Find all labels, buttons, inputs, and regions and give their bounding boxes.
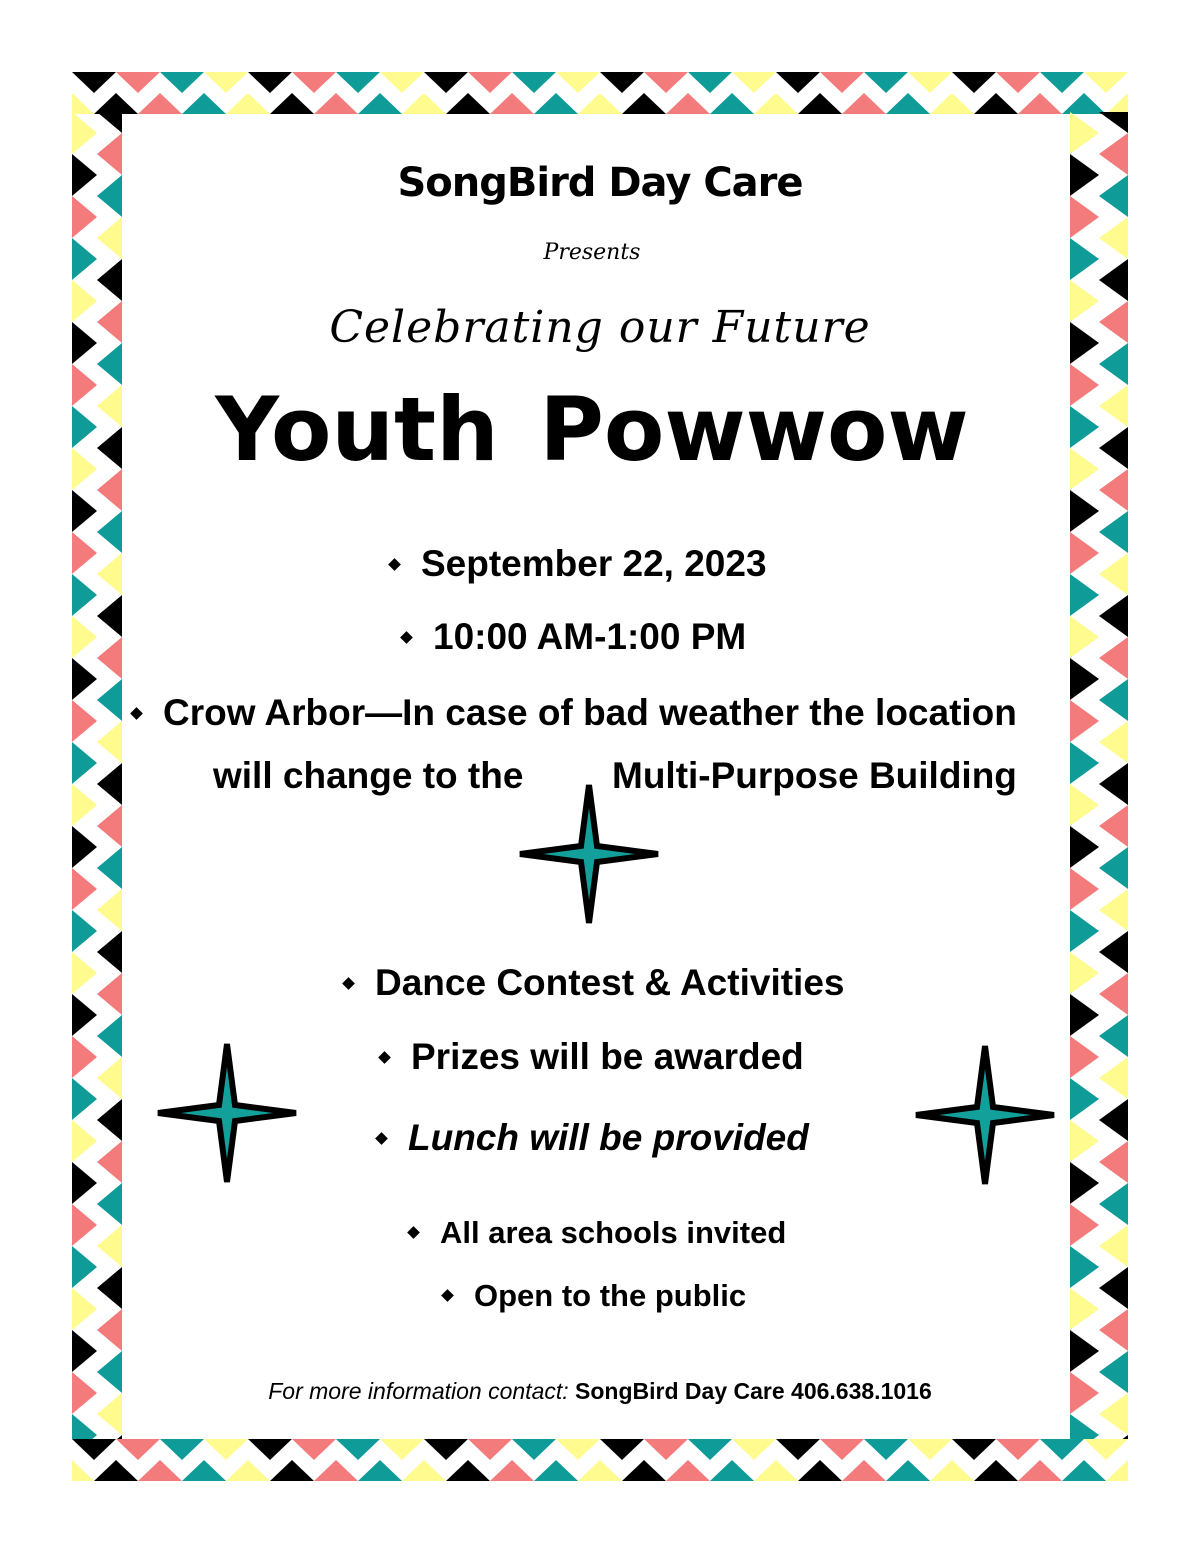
four-point-star-icon (913, 1043, 1057, 1187)
detail-location (132, 692, 1017, 734)
diamond-bullet-icon (378, 1051, 391, 1064)
detail-location-cont-text: will change to the (213, 755, 524, 796)
diamond-bullet-icon (441, 1289, 454, 1302)
activity-public-text: Open to the public (474, 1278, 747, 1313)
activity-schools (409, 1215, 786, 1251)
detail-time (402, 616, 746, 658)
diamond-bullet-icon (375, 1132, 388, 1145)
diamond-bullet-icon (400, 631, 413, 644)
detail-location-text: Crow Arbor—In case of bad weather the location (163, 692, 1017, 733)
detail-location-building-text: Multi-Purpose Building (612, 755, 1017, 796)
detail-location-cont (213, 755, 523, 797)
diamond-bullet-icon (388, 558, 401, 571)
detail-location-building (612, 755, 1017, 797)
activity-schools-text: All area schools invited (440, 1215, 787, 1250)
diamond-bullet-icon (342, 977, 355, 990)
activity-dance-text: Dance Contest & Activities (375, 962, 845, 1003)
detail-date (390, 543, 767, 585)
event-subtitle: Celebrating our Future (329, 302, 871, 353)
event-title: Youth Powwow (215, 378, 969, 481)
contact-footer (0, 1378, 1200, 1405)
detail-time-text: 10:00 AM-1:00 PM (433, 616, 747, 657)
activity-prizes-text: Prizes will be awarded (411, 1036, 804, 1077)
detail-date-text: September 22, 2023 (421, 543, 767, 584)
contact-info: SongBird Day Care 406.638.1016 (575, 1378, 932, 1404)
activity-lunch-text: Lunch will be provided (408, 1117, 809, 1158)
diamond-bullet-icon (407, 1226, 420, 1239)
four-point-star-icon (155, 1041, 299, 1185)
activity-prizes (380, 1036, 804, 1078)
four-point-star-icon (517, 782, 661, 926)
activity-public (443, 1278, 746, 1314)
activity-dance (344, 962, 844, 1004)
contact-lead: For more information contact: (268, 1378, 569, 1404)
presents-label: Presents (543, 240, 641, 265)
activity-lunch (377, 1117, 809, 1159)
diamond-bullet-icon (130, 707, 143, 720)
organization-name: SongBird Day Care (397, 160, 803, 206)
